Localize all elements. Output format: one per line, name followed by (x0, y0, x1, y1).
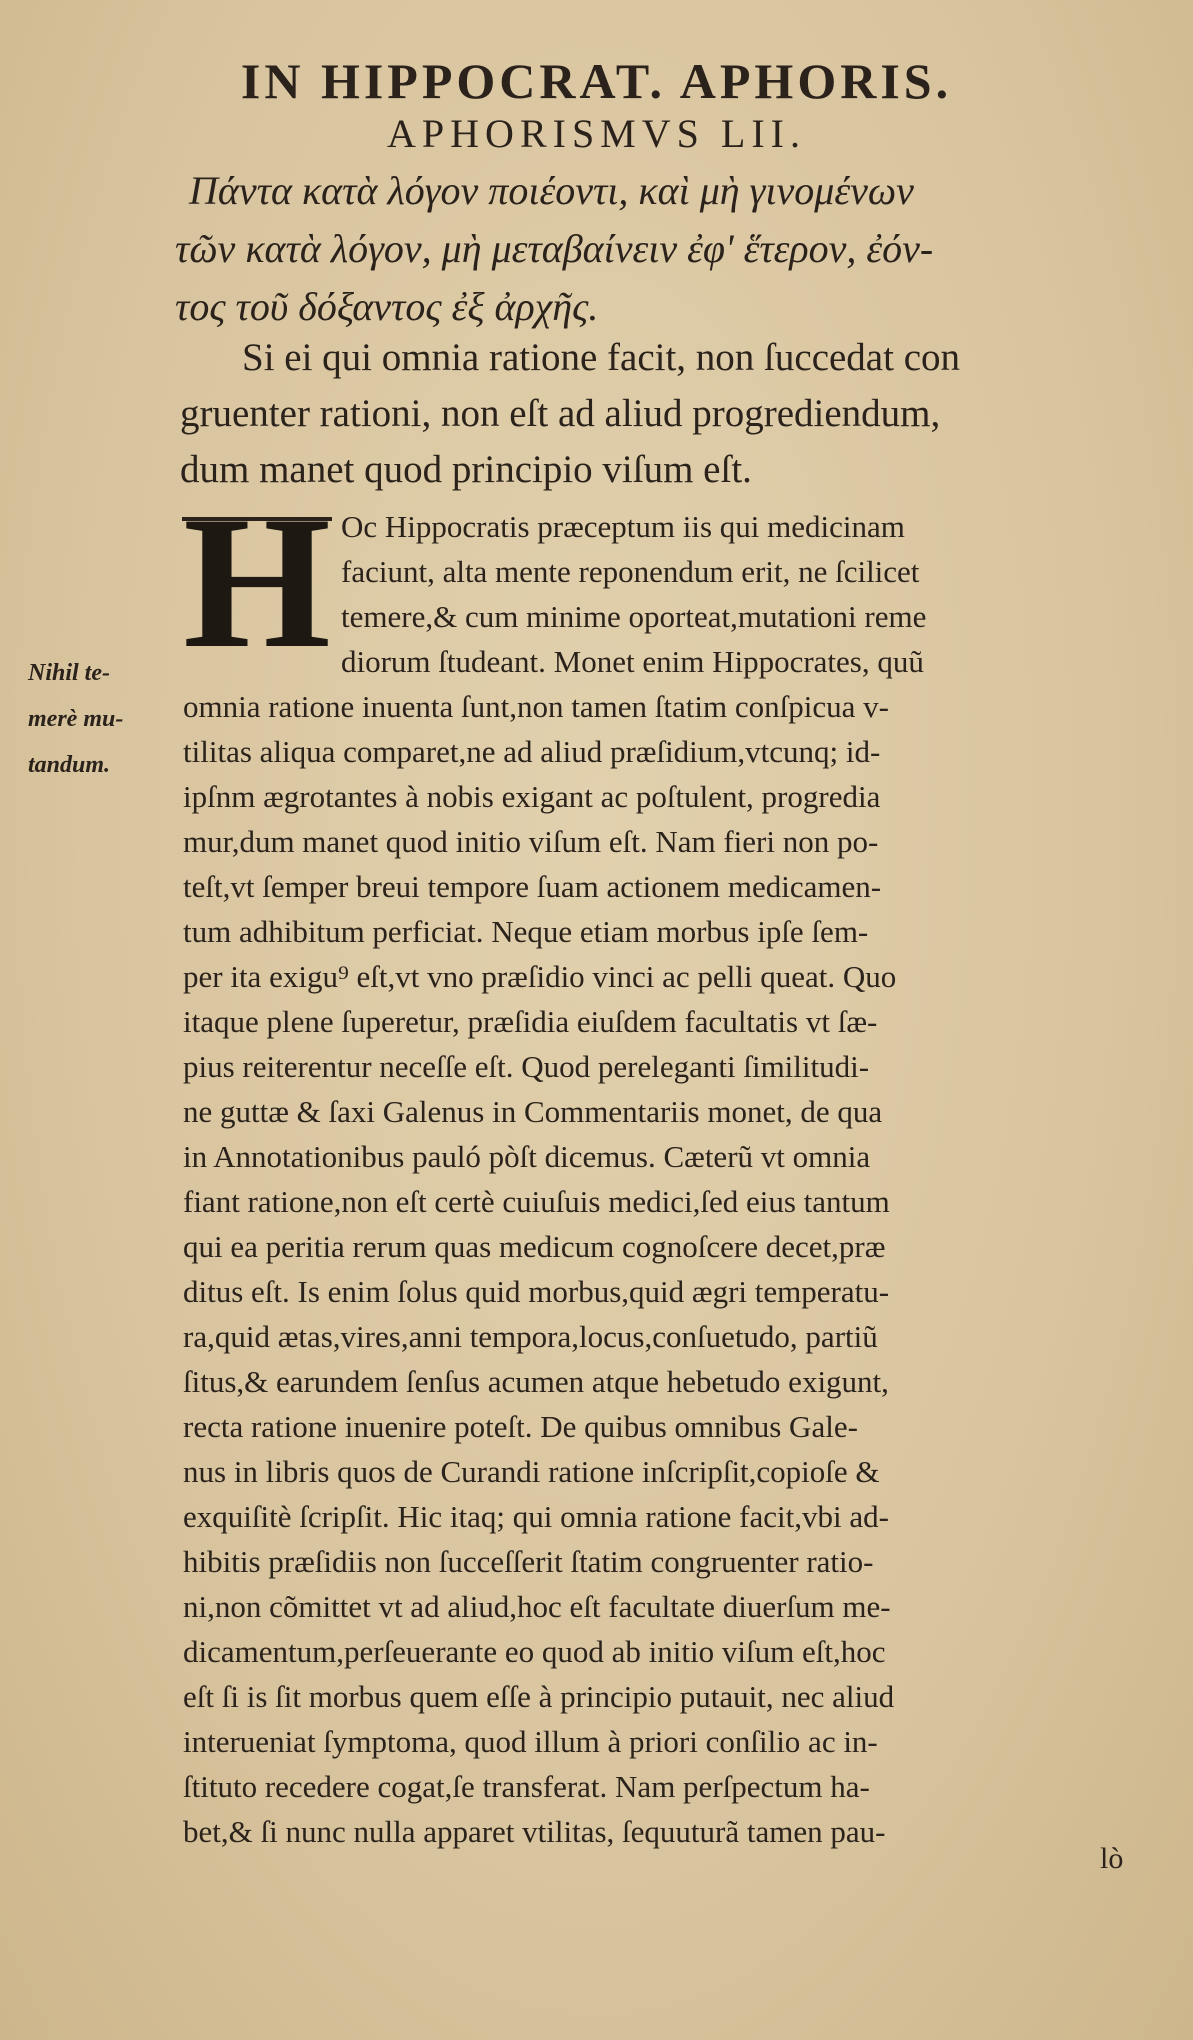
commentary-line: ipſnm ægrotantes à nobis exigant ac poſtulent, progredia (183, 779, 881, 814)
commentary-line: interueniat ſymptoma, quod illum à priori conſilio ac in- (183, 1724, 878, 1759)
commentary-line: per ita exigu⁹ eſt,vt vno præſidio vinci ac pelli queat. Quo (183, 959, 897, 994)
commentary-line: in Annotationibus pauló pòſt dicemus. Cæterũ vt omnia (183, 1139, 871, 1174)
commentary-line: temere,& cum minime oporteat,mutationi reme (341, 599, 927, 634)
greek-line: Πάντα κατὰ λόγον ποιέοντι, καὶ μὴ γινομένων (189, 168, 914, 213)
commentary-line: itaque plene ſuperetur, præſidia eiuſdem facultatis vt ſæ- (183, 1004, 878, 1039)
commentary-line: ra,quid ætas,vires,anni tempora,locus,conſuetudo, partiũ (183, 1319, 878, 1354)
drop-cap-initial: H (183, 478, 331, 688)
greek-line: τῶν κατὰ λόγον, μὴ μεταβαίνειν ἐφ' ἕτερον, ἐόν- (175, 226, 934, 271)
commentary-line: ni,non cõmittet vt ad aliud,hoc eſt facultate diuerſum me- (183, 1589, 891, 1624)
commentary-line: tilitas aliqua comparet,ne ad aliud præſidium,vtcunq; id- (183, 734, 881, 769)
commentary-line: ſtituto recedere cogat,ſe transferat. Nam perſpectum ha- (183, 1769, 870, 1804)
latin-aphorism-line: Si ei qui omnia ratione facit, non ſuccedat con (242, 336, 961, 379)
commentary-line: nus in libris quos de Curandi ratione inſcripſit,copioſe & (183, 1454, 880, 1489)
aphorism-title: APHORISMVS LII. (387, 111, 806, 156)
margin-note-line: Nihil te- (28, 660, 110, 686)
running-head: IN HIPPOCRAT. APHORIS. (240, 53, 953, 109)
commentary-line: exquiſitè ſcripſit. Hic itaq; qui omnia ratione facit,vbi ad- (183, 1499, 889, 1534)
commentary-line: omnia ratione inuenta ſunt,non tamen ſtatim conſpicua v- (183, 689, 889, 724)
commentary-line: tum adhibitum perficiat. Neque etiam morbus ipſe ſem- (183, 914, 869, 949)
commentary-line: fiant ratione,non eſt certè cuiuſuis medici,ſed eius tantum (183, 1184, 890, 1219)
commentary-line: eſt ſi is ſit morbus quem eſſe à principio putauit, nec aliud (183, 1679, 895, 1714)
commentary-line: ne guttæ & ſaxi Galenus in Commentariis monet, de qua (183, 1094, 883, 1129)
commentary-text (183, 478, 1133, 1854)
commentary-line: bet,& ſi nunc nulla apparet vtilitas, ſequuturã tamen pau- (183, 1814, 886, 1849)
margin-note-line: merè mu- (28, 706, 124, 732)
commentary-line: ditus eſt. Is enim ſolus quid morbus,quid ægri temperatu- (183, 1274, 890, 1309)
greek-line: τος τοῦ δόξαντος ἐξ ἀρχῆς. (175, 284, 599, 329)
commentary-line: dicamentum,perſeuerante eo quod ab initio viſum eſt,hoc (183, 1634, 886, 1669)
margin-note (28, 650, 168, 788)
commentary-line: ſitus,& earundem ſenſus acumen atque hebetudo exigunt, (183, 1364, 889, 1399)
latin-aphorism-line: gruenter rationi, non eſt ad aliud progrediendum, (180, 392, 941, 435)
commentary-line: qui ea peritia rerum quas medicum cognoſcere decet,præ (183, 1229, 886, 1264)
latin-aphorism (180, 330, 1140, 498)
greek-aphorism (175, 162, 1140, 336)
catchword: lò (1100, 1842, 1124, 1875)
commentary-line: mur,dum manet quod initio viſum eſt. Nam fieri non po- (183, 824, 879, 859)
commentary-line: pius reiterentur neceſſe eſt. Quod pereleganti ſimilitudi- (183, 1049, 870, 1084)
commentary-line: recta ratione inuenire poteſt. De quibus omnibus Gale- (183, 1409, 858, 1444)
commentary-line: Oc Hippocratis præceptum iis qui medicinam (341, 509, 905, 544)
margin-note-line: tandum. (28, 752, 111, 778)
commentary-line: hibitis præſidiis non ſucceſſerit ſtatim congruenter ratio- (183, 1544, 874, 1579)
commentary-line: diorum ſtudeant. Monet enim Hippocrates, quũ (341, 644, 924, 679)
commentary-line: faciunt, alta mente reponendum erit, ne ſcilicet (341, 554, 920, 589)
commentary-line: teſt,vt ſemper breui tempore ſuam actionem medicamen- (183, 869, 882, 904)
latin-aphorism-line: dum manet quod principio viſum eſt. (180, 448, 752, 491)
